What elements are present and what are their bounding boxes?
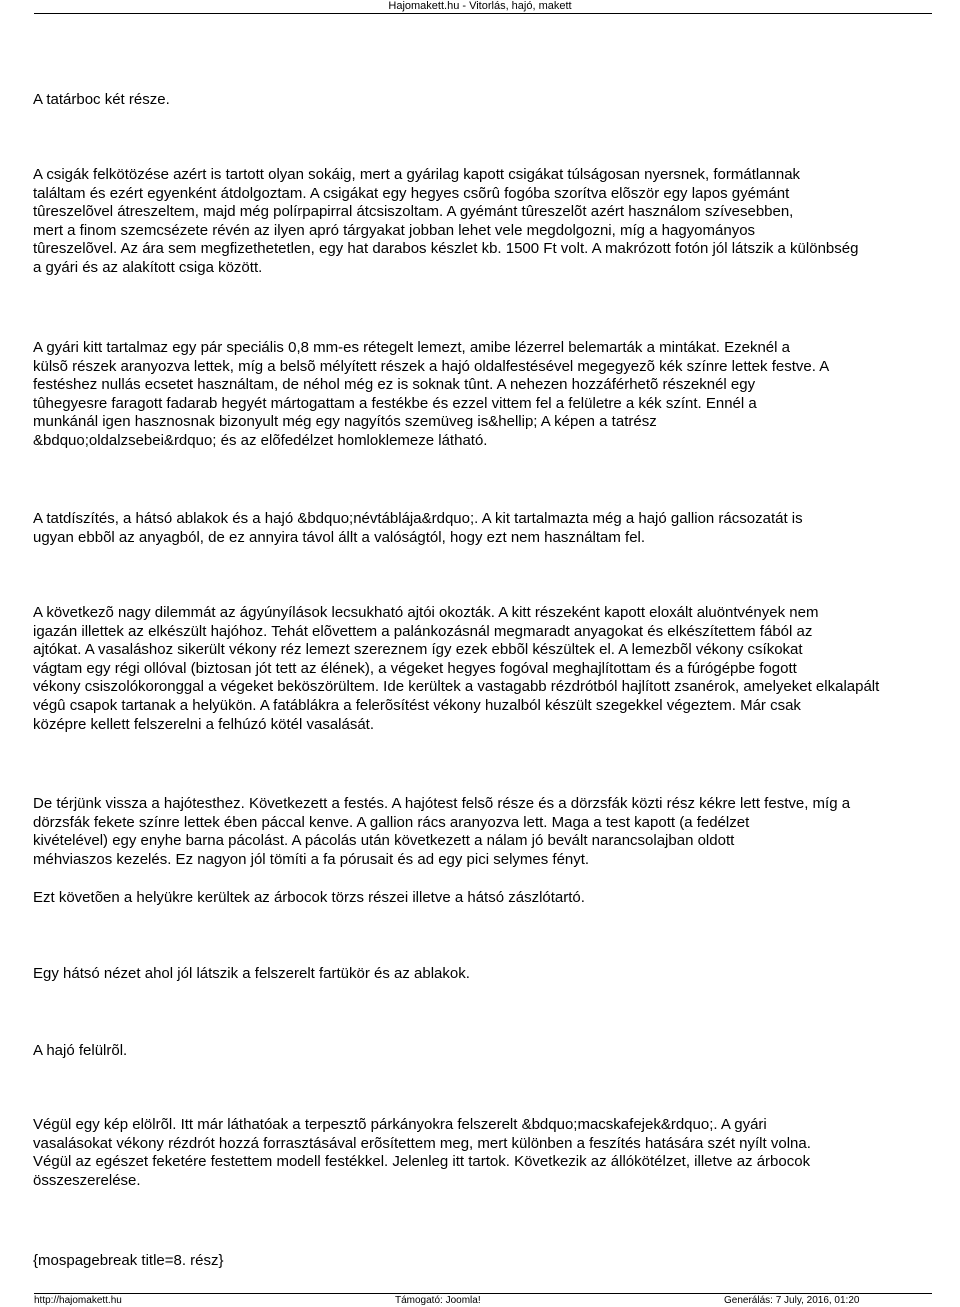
footer-generated-date: Generálás: 7 July, 2016, 01:20 [724,1295,860,1306]
footer-sponsor: Támogató: Joomla! [395,1295,481,1306]
header-divider [34,13,932,14]
paragraph-6: De térjünk vissza a hajótesthez. Következett a festés. A hajótest felsõ része és a dörzsfák közti rész kékre lett festve, míg a dörzsfák fekete színre lettek ében páccal kenve. A gallion rács aranyozva lett. Maga a test kapott (a fedélzet kivételével) egy enyhe barna pácolást. A pácolás után következett a nálam jó bevált narancsolajban oldott méhviaszos kezelés. Ez nagyon jól tömíti a fa pórusait és ad egy pici selymes fényt. [33,795,851,868]
page-header-title: Hajomakett.hu - Vitorlás, hajó, makett [388,0,572,12]
paragraph-11: {mospagebreak title=8. rész} [33,1252,224,1269]
paragraph-5: A következõ nagy dilemmát az ágyúnyílások lecsukható ajtói okozták. A kitt részeként kapott eloxált aluöntvények nem igazán illettek az elkészült hajóhoz. Tehát elõvettem a palánkozásnál megmaradt anyagokat és elkészítettem fából az ajtókat. A vasaláshoz sikerült vékony réz lemezt szereznem így ezek ebbõl készültek el. A lemezbõl vékony csíkokat vágtam egy régi ollóval (biztosan jót tett az élének), a végeket hegyes fogóval meghajlítottam és a fúrógépbe fogott vékony csiszolókoronggal a végeket beköszörültem. Ide kerültek a vastagabb rézdrótból hajlított zsanérok, amelyeket elkalapált végû csapok tartanak a helyükön. A fatáblákra a felerõsítést vékony huzalból készült szegekkel végeztem. Már csak középre kellett felszerelni a felhúzó kötél vasalását. [33,604,880,733]
paragraph-10: Végül egy kép elölrõl. Itt már láthatóak a terpesztõ párkányokra felszerelt &bdquo;macskafejek&rdquo;. A gyári vasalásokat vékony rézdrót hozzá forrasztásával erõsítettem meg, mert különben a feszítés hatására szét nyílt volna. Végül az egészet feketére festettem modell festékkel. Jelenleg itt tartok. Következik az állókötélzet, illetve az árbocok összeszerelése. [33,1116,811,1189]
paragraph-1: A tatárboc két része. [33,91,170,108]
paragraph-8: Egy hátsó nézet ahol jól látszik a felszerelt fartükör és az ablakok. [33,965,470,982]
paragraph-9: A hajó felülrõl. [33,1042,128,1059]
footer-site-link[interactable]: http://hajomakett.hu [34,1295,122,1306]
paragraph-7: Ezt követõen a helyükre kerültek az árbocok törzs részei illetve a hátsó zászlótartó. [33,889,585,906]
footer-divider [34,1293,932,1294]
paragraph-4: A tatdíszítés, a hátsó ablakok és a hajó &bdquo;névtáblája&rdquo;. A kit tartalmazta még a hajó gallion rácsozatát is ugyan ebbõl az anyagból, de ez annyira távol állt a valóságtól, hogy ezt nem használtam fel. [33,510,803,546]
paragraph-3: A gyári kitt tartalmaz egy pár speciális 0,8 mm-es rétegelt lemezt, amibe lézerrel belemarták a mintákat. Ezeknél a külsõ részek aranyozva lettek, míg a belsõ mélyített részek a hajó oldalfestésével megegyezõ kék színre lettek festve. A festéshez nullás ecsetet használtam, de néhol még ez is soknak tûnt. A nehezen hozzáférhetõ részeknél egy tûhegyesre faragott fadarab hegyét mártogattam a festékbe és ezzel vittem fel a felületre a kék színt. Ennél a munkánál igen hasznosnak bizonyult még egy nagyítós szemüveg is&hellip; A képen a tatrész &bdquo;oldalzsebei&rdquo; és az elõfedélzet homloklemeze látható. [33,339,830,449]
paragraph-2: A csigák felkötözése azért is tartott olyan sokáig, mert a gyárilag kapott csigákat túlságosan nyersnek, formátlannak találtam és ezért egyenként átdolgoztam. A csigákat egy hegyes csõrû fogóba szorítva elõször egy lapos gyémánt tûreszelõvel átreszeltem, majd még polírpapirral átcsiszoltam. A gyémánt tûreszelõt azért használom szívesebben, mert a finom szemcsézete révén az ilyen apró tárgyakat jobban lehet vele megdolgozni, míg a hagyományos tûreszelõvel. Az ára sem megfizethetetlen, egy hat darabos készlet kb. 1500 Ft volt. A makrózott fotón jól látszik a különbség a gyári és az alakított csiga között. [33,166,859,276]
